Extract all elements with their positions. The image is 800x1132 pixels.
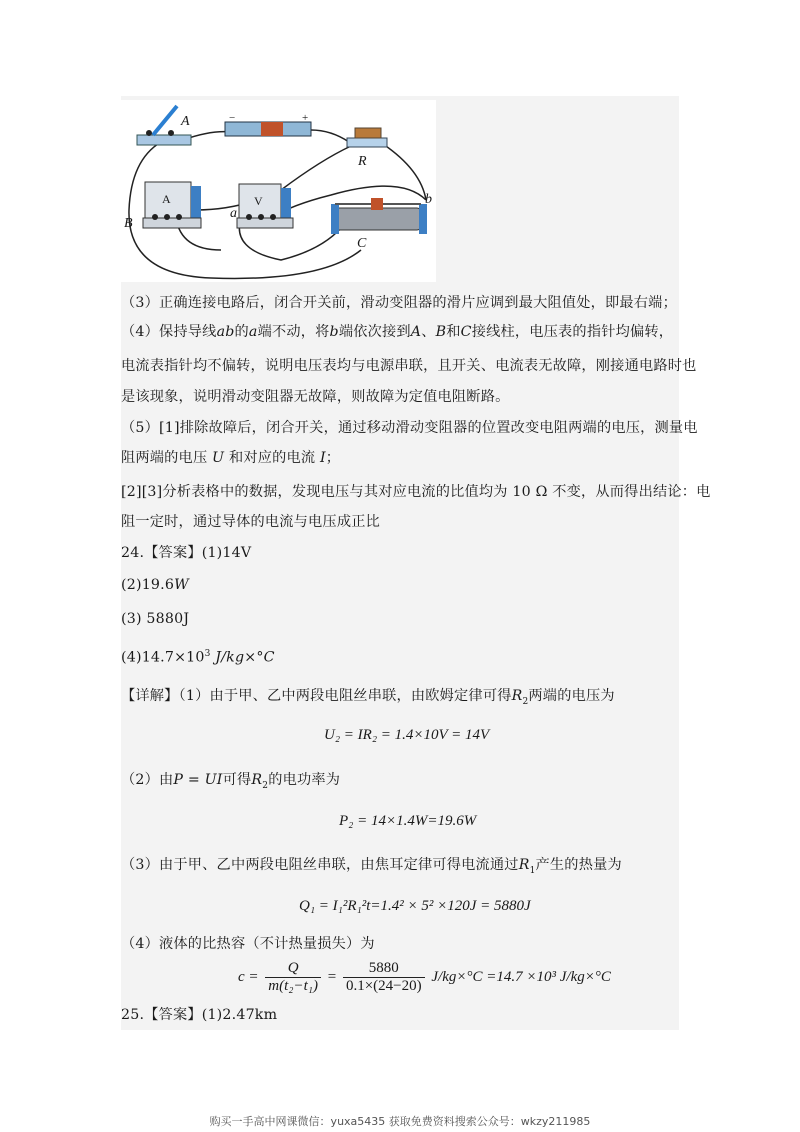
q23-step6-line1: [2][3]分析表格中的数据，发现电压与其对应电流的比值均为 10 Ω 不变，从而得出结论：电 [121, 484, 711, 500]
q23-step5-line1: （5）[1]排除故障后，闭合开关，通过移动滑动变阻器的位置改变电阻两端的电压，测量电 [121, 420, 698, 436]
voltmeter-label: V [254, 194, 263, 208]
q23-step4-line3: 是该现象，说明滑动变阻器无故障，则故障为定值电阻断路。 [121, 389, 510, 405]
q24-answer-3: (3) 5880J [121, 611, 190, 627]
battery-minus: − [229, 112, 236, 124]
q24-answer-4: $(4)14.7\times 10^3$ J/kg×°C [121, 649, 275, 666]
q24-detail-4: （4）液体的比热容（不计热量损失）为 [121, 936, 375, 952]
label-R: R [358, 154, 367, 169]
label-a: a [230, 206, 237, 221]
q24-detail-1: 【详解】（1）由于甲、乙中两段电阻丝串联，由欧姆定律可得$R_2$两端的电压为 [121, 688, 615, 707]
q25-answer-heading: 25.【答案】(1)2.47km [121, 1007, 278, 1023]
q23-step4-line2: 电流表指针均不偏转，说明电压表均与电源串联，且开关、电流表无故障，刚接通电路时也 [121, 358, 697, 374]
q24-detail-2: （2）由P = UI可得$R_2$的电功率为 [121, 772, 341, 791]
q23-step4-line1: （4）保持导线ab的a端不动，将b端依次接到A、B和C接线柱，电压表的指针均偏转， [121, 324, 674, 340]
q23-step6-line2: 阻一定时，通过导体的电流与电压成正比 [121, 514, 380, 530]
circuit-figure [121, 100, 436, 282]
label-b: b [425, 192, 432, 207]
battery-plus: + [302, 112, 309, 124]
q24-answer-heading: 24.【答案】(1)14V [121, 545, 252, 561]
footer-note: 购买一手高中网课微信：yuxa5435 获取免费资料搜索公众号：wkzy211985 [209, 1115, 591, 1128]
label-B: B [124, 216, 133, 231]
q24-answer-2: (2)19.6W [121, 577, 189, 593]
q23-step3: （3）正确连接电路后，闭合开关前，滑动变阻器的滑片应调到最大阻值处，即最右端； [121, 295, 677, 311]
q24-detail-3: （3）由于甲、乙中两段电阻丝串联，由焦耳定律可得电流通过$R_1$产生的热量为 [121, 857, 622, 876]
label-C: C [357, 236, 367, 251]
q23-step5-line2: 阻两端的电压 U 和对应的电流 I； [121, 450, 341, 466]
label-A: A [181, 114, 190, 129]
equation-p2: P₂ = 14×1.4W=19.6W [339, 813, 477, 829]
ammeter-label: A [162, 192, 171, 206]
equation-u2: U₂ = IR₂ = 1.4×10V = 14V [324, 727, 490, 743]
equation-c: c = $\frac{Q}{\text{m(t₂−t₁)}}$ = $\frac{5880}{0.1\times(24-20)}$ J/kg×°C =14.7 ×10³ J/kg×°C [238, 960, 611, 994]
equation-q1: Q₁ = I₁²R₁²t=1.4² × 5² ×120J = 5880J [299, 898, 531, 914]
